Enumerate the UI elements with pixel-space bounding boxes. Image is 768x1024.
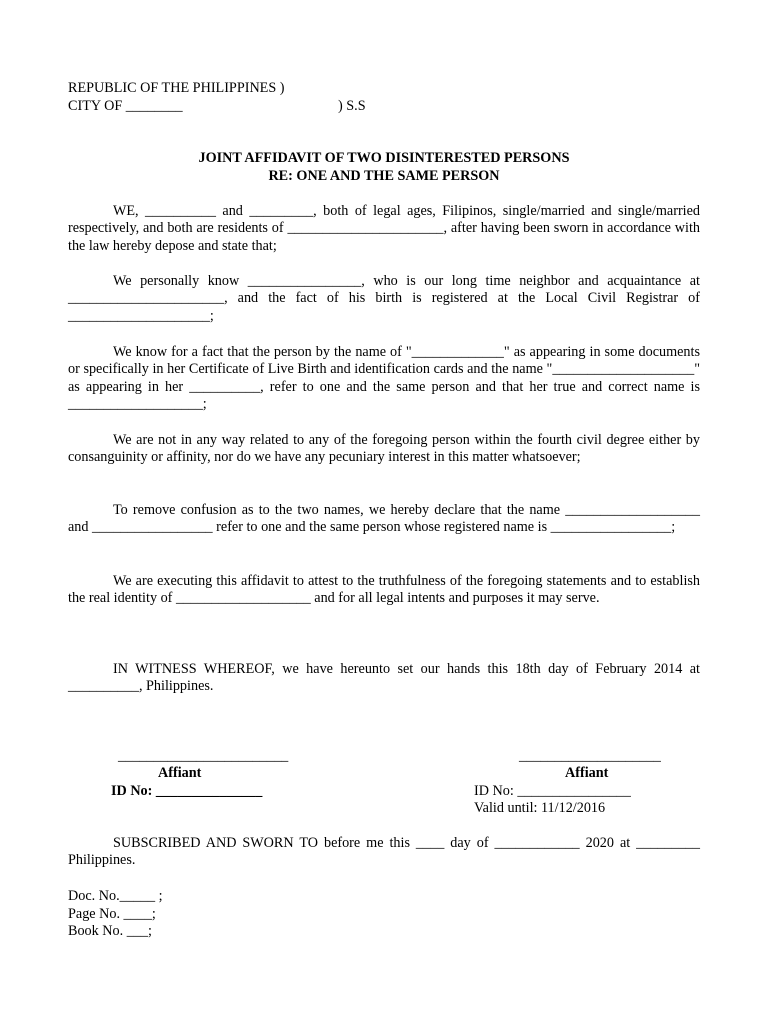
- paragraph-remove-confusion: To remove confusion as to the two names, we hereby declare that the name ___________________ and _________________ refer to one and the same person whose registered name is _________________;: [68, 502, 700, 536]
- paragraph-executing: We are executing this affidavit to attest to the truthfulness of the foregoing statements and to establish the real identity of ___________________ and for all legal intents and purposes it may serve.: [68, 573, 700, 607]
- notary-page-no: Page No. ____;: [68, 906, 156, 922]
- header-city: CITY OF ________: [68, 98, 183, 114]
- left-id-no: ID No: _______________: [111, 783, 263, 799]
- right-affiant-label: Affiant: [565, 765, 609, 781]
- notary-doc-no: Doc. No._____ ;: [68, 888, 163, 904]
- document-subtitle: RE: ONE AND THE SAME PERSON: [268, 168, 500, 184]
- paragraph-witness: IN WITNESS WHEREOF, we have hereunto set our hands this 18th day of February 2014 at __________, Philippines.: [68, 661, 700, 695]
- document-title: JOINT AFFIDAVIT OF TWO DISINTERESTED PERSONS: [198, 150, 570, 166]
- header-republic: REPUBLIC OF THE PHILIPPINES ): [68, 80, 285, 96]
- paragraph-personally-know: We personally know ________________, who is our long time neighbor and acquaintance at ______________________, and the fact of his birth is registered at the Local Civil Registrar of ____________________;: [68, 273, 700, 324]
- notary-book-no: Book No. ___;: [68, 923, 152, 939]
- paragraph-names: We know for a fact that the person by the name of "_____________" as appearing in some documents or specifically in her Certificate of Live Birth and identification cards and the name "____________________" as appearing in her __________, refer to one and the same person and that her true and correct name is ___________________;: [68, 344, 700, 413]
- header-ss: ) S.S: [338, 98, 366, 114]
- right-id-no: ID No: ________________: [474, 783, 631, 799]
- jurat-paragraph: SUBSCRIBED AND SWORN TO before me this ____ day of ____________ 2020 at _________ Philippines.: [68, 835, 700, 869]
- paragraph-affiants: WE, __________ and _________, both of legal ages, Filipinos, single/married and single/married respectively, and both are residents of ______________________, after having been sworn in accordance with the law hereby depose and state that;: [68, 203, 700, 254]
- right-signature-line: ____________________: [519, 748, 661, 764]
- right-valid-until: Valid until: 11/12/2016: [474, 800, 606, 816]
- left-affiant-label: Affiant: [158, 765, 202, 781]
- left-signature-line: ________________________: [118, 748, 289, 764]
- paragraph-not-related: We are not in any way related to any of the foregoing person within the fourth civil degree either by consanguinity or affinity, nor do we have any pecuniary interest in this matter whatsoever;: [68, 432, 700, 466]
